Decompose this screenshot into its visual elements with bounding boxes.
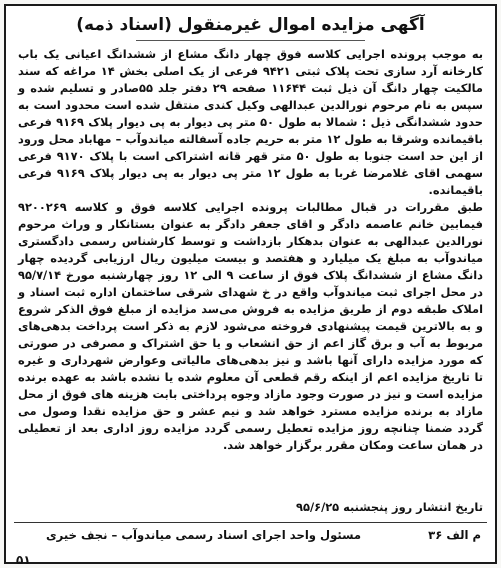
auction-terms-paragraph: طبق مقررات در قبال مطالبات پرونده اجرایی کلاسه فوق و کلاسه ۹۲۰۰۲۶۹ فیمابین خانم عاصمه دادگر و اقای جعفر دادگر به عنوان بستانکار و وراث مرحوم نورالدین عبدالهی به عنوان بدهکار بازداشت و توسط کارشناس رسمی دادگستری میاندوآب به مبلغ یک میلیارد و هفتصد و بیست میلیون ریال ارزیابی گردیده چهار دانگ مشاع از ششدانگ پلاک فوق از ساعت ۹ الی ۱۲ روز چهارشنبه مورخ ۹۵/۷/۱۴ در محل اجرای ثبت میاندوآب واقع در خ شهدای شرقی ساختمان اداره ثبت اسناد و املاک طبقه دوم از طریق مزایده به فروش می‌سد مزایده از مبلغ فوق الذکر شروع و به بالاترین قیمت پیشنهادی فروخته می‌شود لازم به ذکر است پرداخت بدهی‌های مربوط به آب و برق گاز اعم از حق انشعاب و یا حق اشتراک و مصرفی در صورتی که مورد مزایده دارای آنها باشد و نیز بدهی‌های مالیاتی وعوارض شهرداری و غیره تا تاریخ مزایده اعم از اینکه رقم قطعی آن معلوم شده یا نشده باشد به عهده برنده مزایده است و نیز در صورت وجود مازاد وجوه پرداختی بابت هزینه های فوق از محل مازاد به برنده مزایده مسترد خواهد شد و نیم عشر و حق مزایده نقدا وصول می گردد ضمنا چنانچه روز مزایده تعطیل رسمی گردد مزایده روز اداری بعد از تعطیلی در همان ساعت ومکان مقرر برگزار خواهد شد.	[18, 200, 483, 452]
notice-frame	[4, 4, 497, 567]
notice-body	[18, 46, 483, 454]
reference-code: م الف ۳۶	[428, 528, 481, 542]
property-description-paragraph: به موجب پرونده اجرایی کلاسه فوق چهار دانگ مشاع از ششدانگ اعیانی یک باب کارخانه آرد سازی تحت پلاک ثبتی ۹۴۲۱ فرعی از یک اصلی بخش ۱۴ مراغه که سند مالکیت چهار دانگ آن ذیل ثبت ۱۱۶۴۴ صفحه ۲۹ دفتر جلد ۵۵صادر و تسلیم شده و سپس به نام مرحوم نورالدین عبدالهی وکیل کندی منتقل شده است محدود است به حدود ششدانگی ذیل : شمالا به طول ۵۰ متر پی دیوار به پی دیوار پلاک ۹۱۶۹ فرعی باقیمانده وشرقا به طول ۱۲ متر به حریم جاده آسفالته میاندوآب – مهاباد محل ورود از این حد است جنوبا به طول ۵۰ متر قهر قانه اشتراکی است با پلاک ۹۱۷۰ فرعی سهمی اقای غلامرضا غربا به طول ۱۲ متر پی دیوار به پی دیوار پلاک ۹۱۶۹ فرعی باقیمانده.	[18, 47, 484, 197]
signature-line: مسئول واحد اجرای اسناد رسمی میاندوآب – نجف خیری	[46, 528, 362, 542]
footer-divider	[14, 522, 487, 523]
notice-title: آگهی مزایده اموال غیرمنقول (اسناد ذمه)	[76, 15, 425, 35]
title-underline	[136, 40, 365, 41]
publish-date: تاریخ انتشار روز پنجشنبه ۹۵/۶/۲۵	[296, 500, 483, 514]
page-number: ۵۱	[16, 553, 31, 567]
